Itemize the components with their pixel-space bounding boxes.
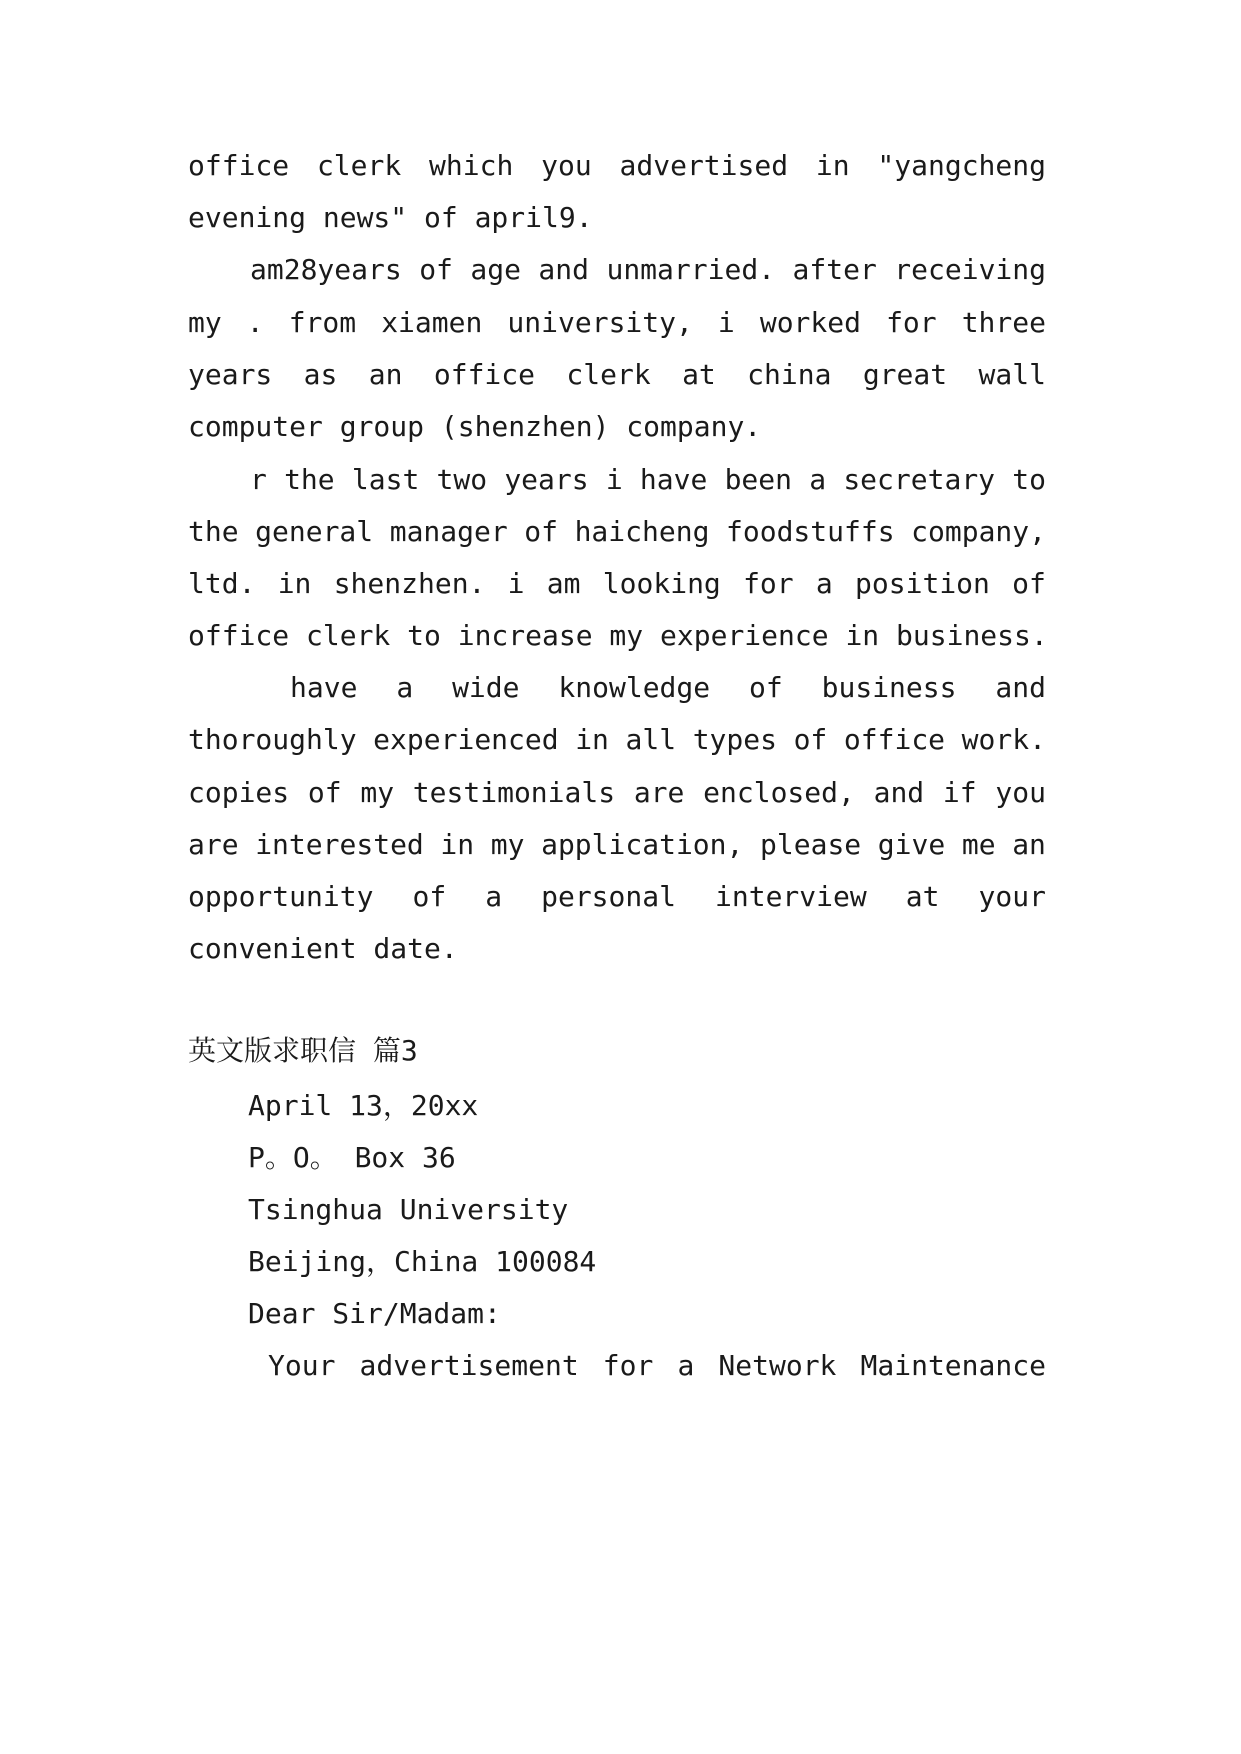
word: looking (602, 567, 721, 600)
word: Your (268, 1349, 336, 1382)
word: of (1012, 567, 1046, 600)
word: i (717, 306, 735, 339)
word: clerk (316, 149, 402, 182)
word: a (815, 567, 833, 600)
word: of (307, 776, 342, 809)
word: me (961, 828, 996, 861)
word: office (433, 358, 536, 391)
letter-date: April 13，20xx (248, 1089, 479, 1122)
word: of (412, 880, 447, 913)
word: r (250, 463, 267, 496)
word: and (995, 671, 1046, 704)
word: work. (961, 723, 1046, 756)
word: worked (759, 306, 861, 339)
word: testimonials (412, 776, 616, 809)
word: interested (255, 828, 424, 861)
word: ltd. (188, 567, 256, 600)
word: in (440, 828, 475, 861)
word: company, (911, 515, 1046, 548)
word: university, (507, 306, 693, 339)
text-line (188, 825, 1046, 865)
word: general (255, 515, 374, 548)
word: am28years (250, 253, 402, 286)
word: "yangcheng (877, 149, 1046, 182)
word: a (809, 463, 827, 496)
word: which (429, 149, 514, 182)
text-line (188, 773, 1046, 813)
word: give (877, 828, 946, 861)
word: please (760, 828, 862, 861)
word: enclosed, (703, 776, 855, 809)
word: two (436, 463, 488, 496)
word: of (793, 723, 828, 756)
word: thoroughly (188, 723, 357, 756)
word: shenzhen. (333, 567, 486, 600)
word: age (470, 253, 521, 286)
word: advertisement (359, 1349, 579, 1382)
text-line: convenient date. (188, 932, 458, 965)
word: for (886, 306, 937, 339)
word: clerk (566, 358, 651, 391)
word: advertised (619, 149, 789, 182)
word: for (602, 1349, 654, 1382)
word: a (485, 880, 503, 913)
word: office (843, 723, 946, 756)
section-heading: 英文版求职信 篇3 (188, 1034, 418, 1067)
letter-body-line (268, 1346, 1046, 1386)
word: wide (452, 671, 520, 704)
text-line (188, 303, 1046, 343)
word: i (507, 567, 525, 600)
word: from (288, 306, 357, 339)
word: great (862, 358, 948, 391)
word: a (677, 1349, 695, 1382)
word: Maintenance (860, 1349, 1046, 1382)
word: and (538, 253, 589, 286)
text-line: evening news" of april9. (188, 201, 593, 234)
word: the (284, 463, 335, 496)
word: haicheng (574, 515, 710, 548)
word: interview (715, 880, 867, 913)
word: of (749, 671, 783, 704)
word: foodstuffs (726, 515, 895, 548)
word: an (1012, 828, 1046, 861)
text-line (188, 512, 1046, 552)
word: are (188, 828, 239, 861)
word: unmarried. (606, 253, 776, 286)
word: position (855, 567, 990, 600)
word: my (188, 306, 222, 339)
text-line (188, 564, 1046, 604)
word: you (995, 776, 1046, 809)
text-line (188, 146, 1046, 186)
word: the (188, 515, 239, 548)
word: for (743, 567, 794, 600)
word: years (504, 463, 589, 496)
word: secretary (843, 463, 996, 496)
text-line (188, 720, 1046, 760)
word: china (747, 358, 832, 391)
word: types (692, 723, 777, 756)
word: your (978, 880, 1046, 913)
word: personal (541, 880, 676, 913)
word: knowledge (558, 671, 711, 704)
word: xiamen (381, 306, 483, 339)
word: business (821, 671, 957, 704)
text-line (250, 460, 1046, 500)
word: manager (389, 515, 508, 548)
word: three (961, 306, 1046, 339)
word: wall (978, 358, 1046, 391)
word: you (541, 149, 592, 182)
word: at (905, 880, 940, 913)
word: application, (541, 828, 744, 861)
text-line (250, 250, 1046, 290)
word: experienced (373, 723, 559, 756)
text-line: computer group (shenzhen) company. (188, 410, 762, 443)
word: am (546, 567, 581, 600)
word: of (524, 515, 559, 548)
word: copies (188, 776, 290, 809)
word: office (188, 149, 290, 182)
word: are (633, 776, 685, 809)
word: my (360, 776, 395, 809)
word: to (1012, 463, 1046, 496)
word: a (396, 671, 414, 704)
word: in (815, 149, 850, 182)
address-line: P。O。 Box 36 (248, 1141, 456, 1174)
word: i (605, 463, 623, 496)
address-line: Beijing，China 100084 (248, 1245, 597, 1278)
word: all (625, 723, 677, 756)
word: have (639, 463, 708, 496)
word: and (873, 776, 925, 809)
word: opportunity (188, 880, 374, 913)
text-line: office clerk to increase my experience in business. (188, 619, 1048, 652)
address-line: Tsinghua University (248, 1193, 569, 1226)
word: if (942, 776, 977, 809)
word: . (246, 306, 264, 339)
word: in (277, 567, 312, 600)
word: as (303, 358, 338, 391)
text-line (188, 877, 1046, 917)
salutation: Dear Sir/Madam: (248, 1297, 501, 1330)
word: last (351, 463, 420, 496)
word: an (368, 358, 403, 391)
word: of (419, 253, 453, 286)
word: at (682, 358, 716, 391)
word: in (575, 723, 609, 756)
word: have (290, 671, 358, 704)
text-line (290, 668, 1046, 708)
word: receiving (894, 253, 1046, 286)
text-line (188, 355, 1046, 395)
word: Network (718, 1349, 837, 1382)
word: my (490, 828, 525, 861)
word: years (188, 358, 273, 391)
word: after (792, 253, 877, 286)
word: been (724, 463, 793, 496)
